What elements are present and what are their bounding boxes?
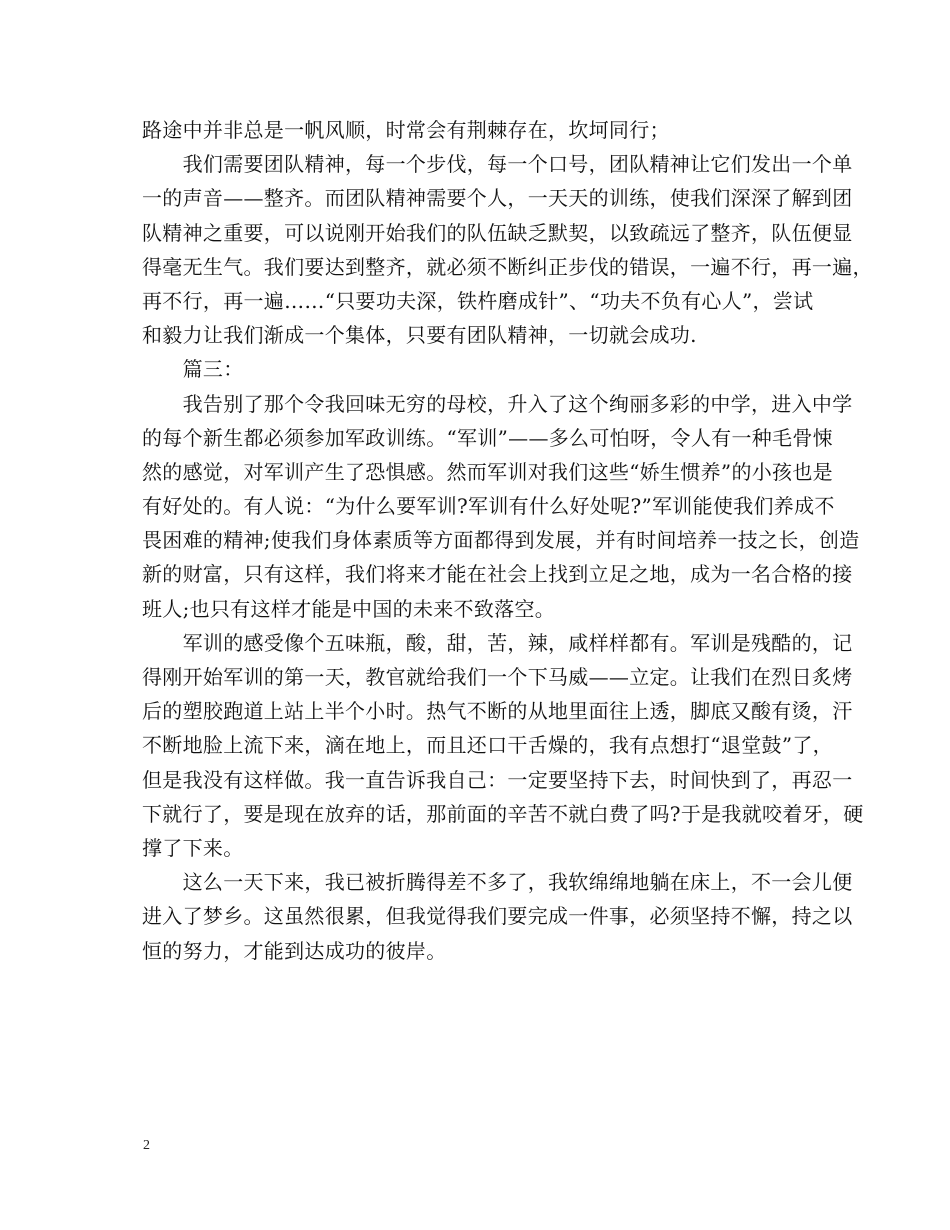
text-line: 新的财富，只有这样，我们将来才能在社会上找到立足之地，成为一名合格的接	[142, 562, 853, 587]
text-line: 畏困难的精神;使我们身体素质等方面都得到发展，并有时间培养一技之长，创造	[142, 528, 860, 553]
text-line: 下就行了，要是现在放弃的话，那前面的辛苦不就白费了吗?于是我就咬着牙，硬	[142, 801, 864, 826]
text-line: 队精神之重要，可以说刚开始我们的队伍缺乏默契，以致疏远了整齐，队伍便显	[142, 220, 853, 245]
text-line: 这么一天下来，我已被折腾得差不多了，我软绵绵地躺在床上，不一会儿便	[142, 870, 853, 895]
page-number: 2	[143, 1138, 150, 1153]
text-line: 后的塑胶跑道上站上半个小时。热气不断的从地里面往上透，脚底又酸有烫，汗	[142, 699, 853, 724]
text-line: 路途中并非总是一帆风顺，时常会有荆棘存在，坎坷同行；	[142, 118, 670, 142]
text-line: 得刚开始军训的第一天，教官就给我们一个下马威——立定。让我们在烈日炙烤	[142, 665, 853, 689]
text-line: 得毫无生气。我们要达到整齐，就必须不断纠正步伐的错误，一遍不行，再一遍，	[142, 254, 873, 279]
text-line: 恒的努力，才能到达成功的彼岸。	[142, 938, 447, 963]
text-line: 然的感觉，对军训产生了恐惧感。然而军训对我们这些“娇生惯养”的小孩也是	[142, 459, 833, 484]
text-line: 班人;也只有这样才能是中国的未来不致落空。	[142, 596, 556, 621]
text-line: 撑了下来。	[142, 835, 244, 860]
text-line: 我告别了那个令我回味无穷的母校，升入了这个绚丽多彩的中学，进入中学	[142, 391, 853, 416]
text-line: 再不行，再一遍……“只要功夫深，铁杵磨成针”、“功夫不负有心人”，尝试	[142, 288, 814, 313]
text-line: 有好处的。有人说：“为什么要军训?军训有什么好处呢?”军训能使我们养成不	[142, 494, 835, 519]
text-line: 我们需要团队精神，每一个步伐，每一个口号，团队精神让它们发出一个单	[142, 152, 853, 177]
text-line: 但是我没有这样做。我一直告诉我自己：一定要坚持下去，时间快到了，再忍一	[142, 767, 853, 792]
text-line: 和毅力让我们渐成一个集体，只要有团队精神，一切就会成功.	[142, 323, 697, 348]
text-line: 进入了梦乡。这虽然很累，但我觉得我们要完成一件事，必须坚持不懈，持之以	[142, 904, 853, 929]
document-body	[142, 113, 873, 968]
text-line: 不断地脸上流下来，滴在地上，而且还口干舌燥的，我有点想打“退堂鼓”了，	[142, 733, 833, 758]
text-line: 的每个新生都必须参加军政训练。“军训”——多么可怕呀，令人有一种毛骨悚	[142, 425, 833, 450]
text-line: 一的声音——整齐。而团队精神需要个人，一天天的训练，使我们深深了解到团	[142, 186, 853, 211]
text-line: 军训的感受像个五味瓶，酸，甜，苦，辣，咸样样都有。军训是残酷的，记	[142, 630, 853, 655]
text-line: 篇三：	[142, 357, 244, 382]
